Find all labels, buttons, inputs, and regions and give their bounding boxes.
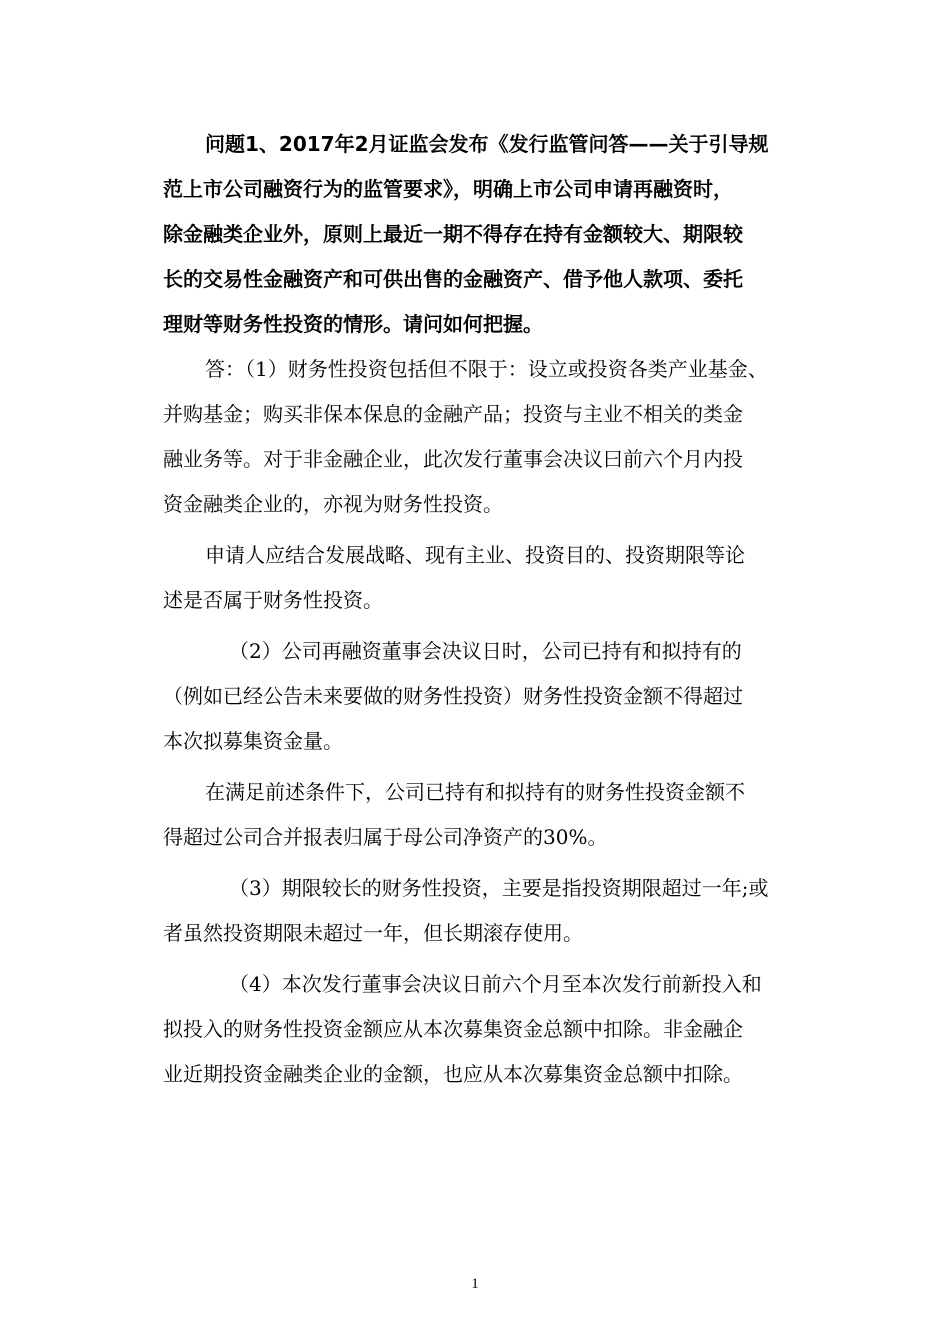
question-line: 理财等财务性投资的情形。请问如何把握。 <box>163 312 543 336</box>
answer-line: 拟投入的财务性投资金额应从本次募集资金总额中扣除。非金融企 <box>163 1017 743 1041</box>
answer-paragraph-3 <box>163 629 835 764</box>
answer-line: 得超过公司合并报表归属于母公司净资产的30%。 <box>163 825 608 849</box>
page-number: 1 <box>471 1276 479 1292</box>
answer-line: 答：（1）财务性投资包括但不限于：设立或投资各类产业基金、 <box>205 357 768 381</box>
answer-line: 在满足前述条件下，公司已持有和拟持有的财务性投资金额不 <box>205 780 745 804</box>
answer-line: （例如已经公告未来要做的财务性投资）财务性投资金额不得超过 <box>163 684 743 708</box>
answer-paragraph-4 <box>163 770 835 860</box>
answer-line: 本次拟募集资金量。 <box>163 729 343 753</box>
answer-line: 资金融类企业的，亦视为财务性投资。 <box>163 492 503 516</box>
answer-paragraph-1 <box>163 347 835 527</box>
question-line: 除金融类企业外，原则上最近一期不得存在持有金额较大、期限较 <box>163 222 743 246</box>
answer-line: 并购基金；购买非保本保息的金融产品；投资与主业不相关的类金 <box>163 402 743 426</box>
answer-line: （2）公司再融资董事会决议日时，公司已持有和拟持有的 <box>229 639 742 663</box>
answer-line: 融业务等。对于非金融企业，此次发行董事会决议曰前六个月内投 <box>163 447 743 471</box>
answer-paragraph-6 <box>163 962 835 1097</box>
answer-line: 者虽然投资期限未超过一年，但长期滚存使用。 <box>163 921 583 945</box>
answer-line: （4）本次发行董事会决议日前六个月至本次发行前新投入和 <box>229 972 762 996</box>
answer-line: 申请人应结合发展战略、现有主业、投资目的、投资期限等论 <box>205 543 745 567</box>
answer-paragraph-5 <box>163 866 835 956</box>
answer-line: （3）期限较长的财务性投资，主要是指投资期限超过一年;或 <box>229 876 769 900</box>
answer-line: 业近期投资金融类企业的金额，也应从本次募集资金总额中扣除。 <box>163 1062 743 1086</box>
answer-line: 述是否属于财务性投资。 <box>163 588 383 612</box>
answer-paragraph-2 <box>163 533 835 623</box>
question-line: 长的交易性金融资产和可供出售的金融资产、借予他人款项、委托 <box>163 267 743 291</box>
document-body <box>163 122 835 1097</box>
question-line: 问题1、2017年2月证监会发布《发行监管问答——关于引导规 <box>205 132 769 156</box>
question-paragraph <box>163 122 835 347</box>
question-line: 范上市公司融资行为的监管要求》，明确上市公司申请再融资时， <box>163 177 733 201</box>
